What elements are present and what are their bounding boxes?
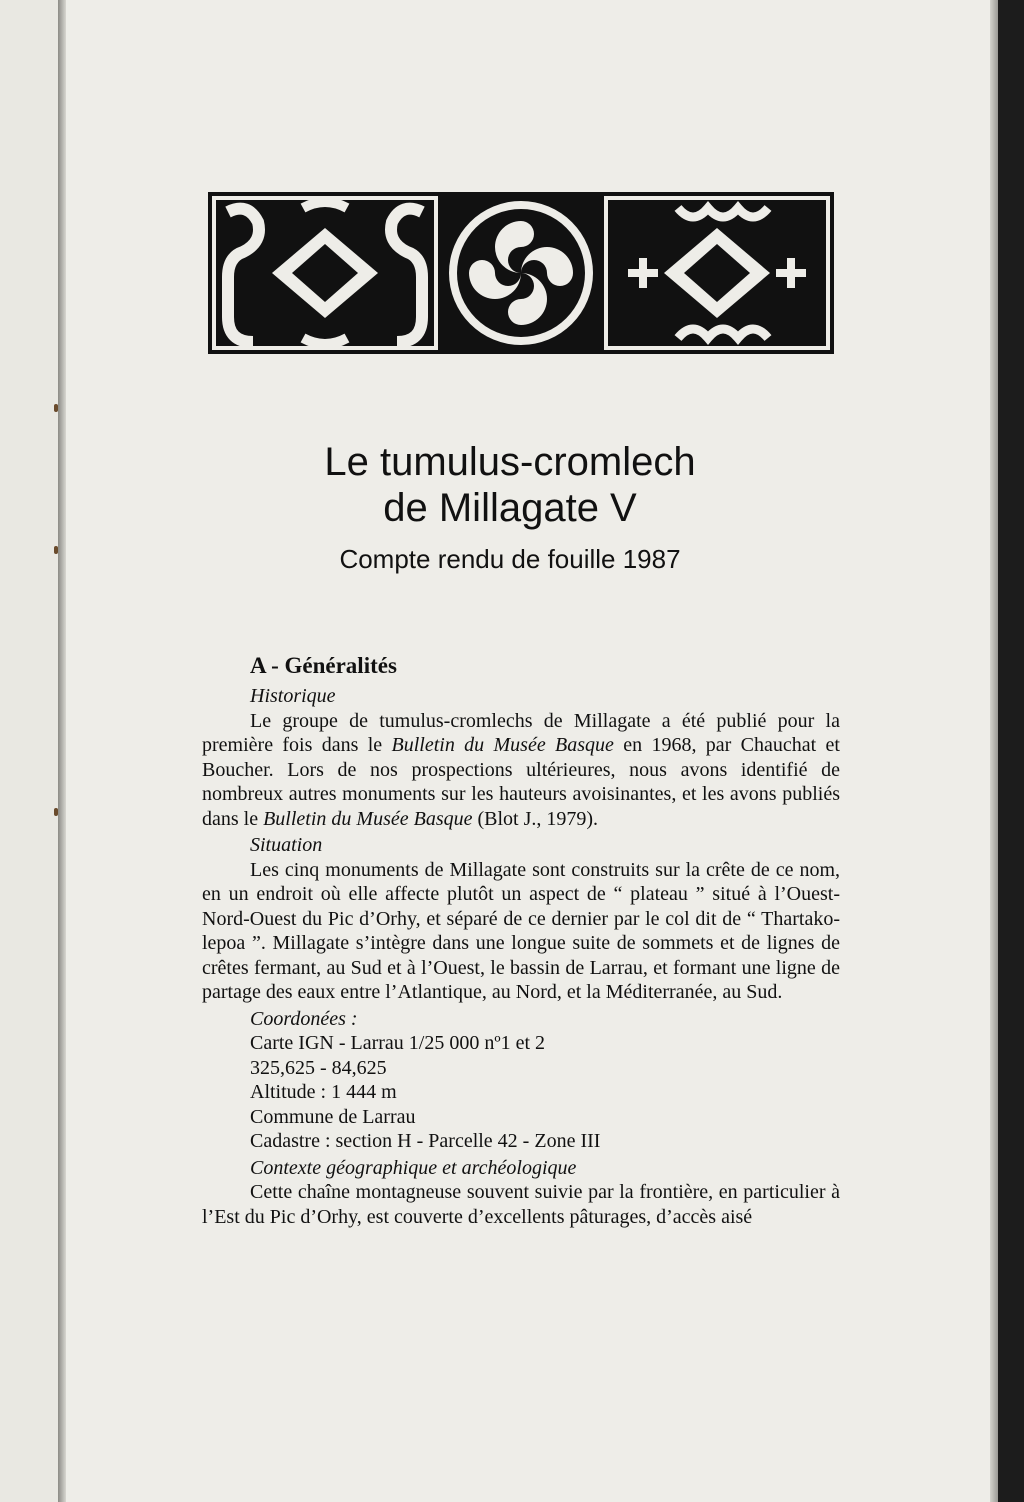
subheading-situation: Situation xyxy=(250,834,323,856)
paragraph-contexte: Cette chaîne montagneuse souvent suivie par la frontière, en particulier à l’Est du Pic d’Orhy, est couverte d’excellents pâturages, d’accès aisé xyxy=(202,1181,840,1228)
page-gutter xyxy=(58,0,66,1502)
italic-title: Bulletin du Musée Basque xyxy=(391,734,614,756)
subtitle: Compte rendu de fouille 1987 xyxy=(339,544,681,574)
subheading-historique: Historique xyxy=(250,685,336,707)
section-heading: A - Généralités xyxy=(250,653,397,678)
paragraph-historique xyxy=(202,709,840,832)
text-span: en 1968, par Chauchat et Boucher. Lors de nos prospections ultérieures, nous avons identifié de nombreux autres monuments sur les hauteurs avoisinantes, et les avons publiés dans le xyxy=(202,734,840,830)
italic-title: Bulletin du Musée Basque xyxy=(263,807,473,830)
paragraph-situation: Les cinq monuments de Millagate sont construits sur la crête de ce nom, en un endroit où elle affecte plutôt un aspect de “ plateau ” situé à l’Ouest-Nord-Ouest du Pic d’Orhy, et séparé de ce dernier par le col dit de “ Thartako-lepoa ”. Millagate s’intègre dans une longue suite de sommets et de lignes de crêtes fermant, au Sud et à l’Ouest, le bassin de Larrau, et formant une ligne de partage des eaux entre l’Atlantique, au Nord, et la Méditerranée, au Sud. xyxy=(202,858,840,1003)
text-span: Le groupe de tumulus-cromlechs de Millagate a été publié pour la première fois dans le xyxy=(202,709,840,756)
coordinate-line: Cadastre : section H - Parcelle 42 - Zone III xyxy=(250,1130,601,1152)
subheading-coordonnees: Coordonées : xyxy=(250,1007,358,1030)
title-line-2: de Millagate V xyxy=(383,486,637,530)
text-span: (Blot J., 1979). xyxy=(472,807,599,830)
coordinate-line: Commune de Larrau xyxy=(250,1105,416,1128)
article-body xyxy=(202,652,840,1229)
coordinate-line: Altitude : 1 444 m xyxy=(250,1081,397,1103)
page-right-edge xyxy=(990,0,998,1502)
left-page-edge xyxy=(0,0,58,1502)
basque-ornament-banner xyxy=(208,192,834,354)
coordinate-line: 325,625 - 84,625 xyxy=(250,1056,387,1079)
title-line-1: Le tumulus-cromlech xyxy=(324,440,696,484)
coordinate-line: Carte IGN - Larrau 1/25 000 nº1 et 2 xyxy=(250,1032,545,1054)
subheading-contexte: Contexte géographique et archéologique xyxy=(250,1156,577,1179)
